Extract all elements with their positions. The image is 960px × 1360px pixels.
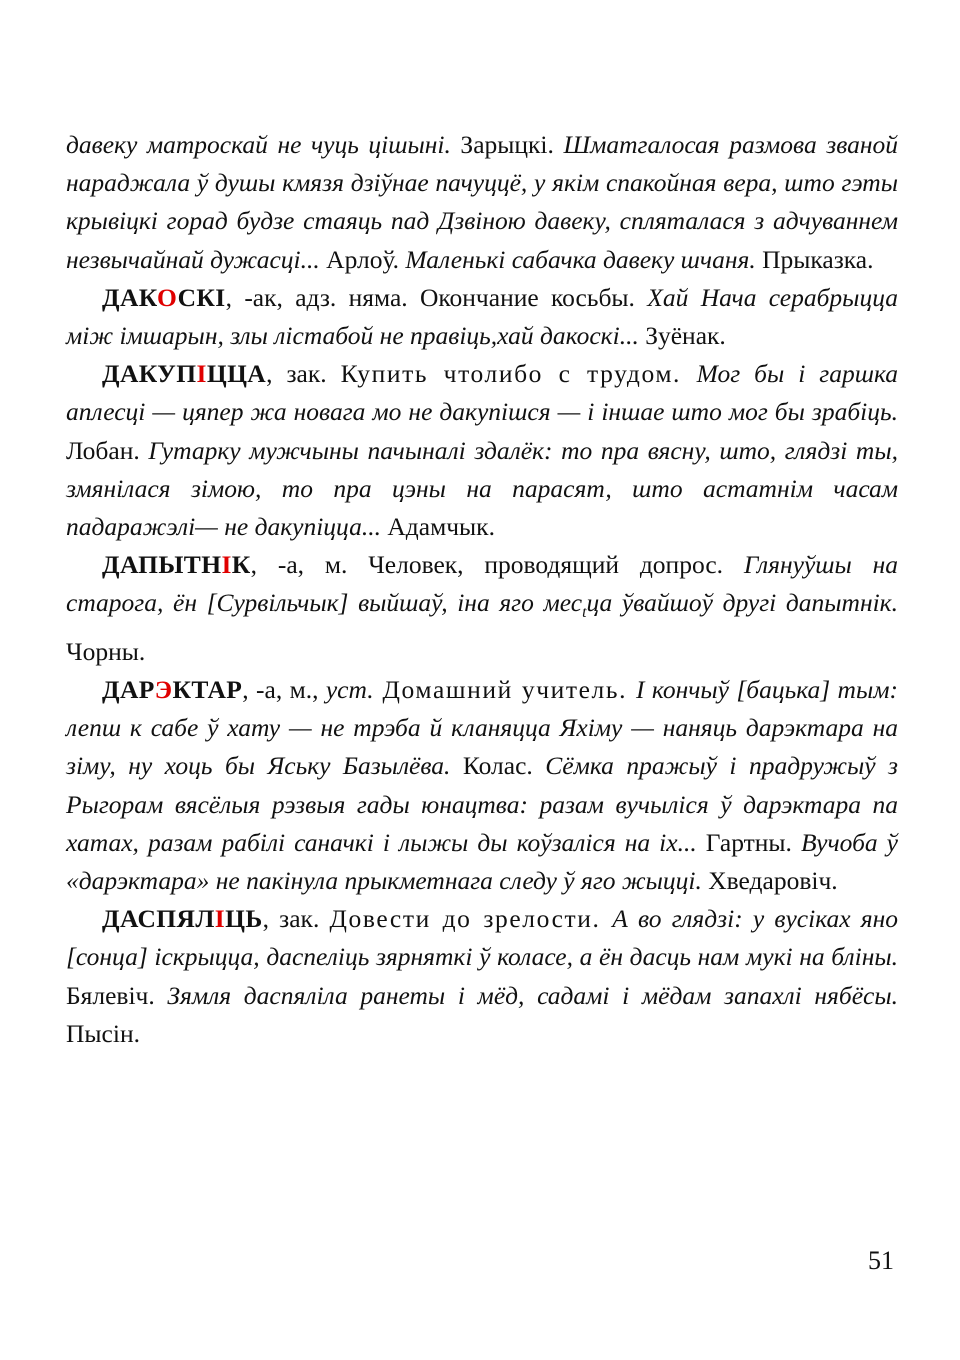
- paragraph-continuation: [66, 126, 898, 279]
- citation-source: Лобан.: [66, 435, 149, 465]
- definition-text: Домашний учитель.: [373, 674, 637, 704]
- dictionary-entry-dapytnik: [66, 546, 898, 671]
- headword-part-before: ДАПЫТН: [102, 550, 222, 580]
- dictionary-entry-darektar: [66, 671, 898, 900]
- headword-part-before: ДАР: [102, 674, 155, 704]
- citation-source: Бялевіч.: [66, 980, 168, 1010]
- citation-source: Гартны.: [696, 827, 801, 857]
- citation-text-part2: ца ўвайшоў другі дапытнік.: [586, 588, 898, 618]
- citation-text: Вучоба ў «дарэктара» не пакінула прыкметнага следу ў яго жыцці.: [66, 827, 899, 895]
- dictionary-entry-dakoski: [66, 279, 898, 355]
- stressed-vowel: І: [214, 904, 226, 934]
- dictionary-entry-dakupicca: [66, 355, 898, 546]
- page-number: 51: [868, 1246, 894, 1275]
- headword-part-after: ЦЦА: [206, 359, 267, 389]
- headword: [102, 550, 251, 579]
- headword-part-before: ДАКУП: [102, 359, 197, 389]
- headword-part-after: КТАР: [172, 674, 243, 704]
- grammar-label: , зак.: [262, 904, 330, 934]
- headword-part-after: ЦЬ: [225, 904, 263, 934]
- stressed-vowel: І: [221, 550, 232, 580]
- citation-source: Пысін.: [66, 1018, 140, 1048]
- citation-subscript: t: [582, 604, 587, 622]
- citation-source: Чорны.: [66, 636, 146, 666]
- citation-source: Хведаровіч.: [701, 865, 838, 895]
- headword: [102, 675, 242, 704]
- headword: [102, 283, 226, 312]
- citation-source: Адамчык.: [381, 512, 495, 542]
- stressed-vowel: Э: [154, 674, 173, 704]
- citation-text: Гутарку мужчыны пачыналі здалёк: то пра вясну, што, глядзі ты, змянілася зімою, то пра цэны на парасят, што астатнім часам падаражэлі— не дакупіцца...: [66, 435, 898, 542]
- headword-part-before: ДАСПЯЛ: [102, 904, 215, 934]
- citation-text: Маленькі сабачка давеку шчаня.: [405, 244, 756, 274]
- headword-part-after: К: [231, 550, 251, 580]
- citation-source: Прыказка.: [755, 244, 874, 274]
- definition-text: Довести до зрелости.: [329, 904, 613, 934]
- stressed-vowel: О: [157, 282, 178, 312]
- grammar-label: , зак.: [266, 359, 341, 389]
- headword: [102, 904, 263, 933]
- headword: [102, 359, 266, 388]
- citation-text: Зямля даспяліла ранеты і мёд, садамі і мёдам запахлі нябёсы.: [167, 980, 898, 1010]
- citation-text: давеку матроскай не чуць цішыні.: [66, 130, 451, 159]
- definition-text: Окончание косьбы.: [420, 282, 648, 312]
- citation-source: Колас.: [450, 751, 546, 781]
- text-column: [66, 126, 898, 1053]
- citation-text-part1: Глянуўшы на старога, ён [Сурвільчык] выйшаў, іна яго мес: [66, 550, 899, 618]
- grammar-label: , -а, м.: [250, 550, 369, 580]
- citation-text: Шматгалосая размова званой нараджала ў душы кмязя дзіўнае пачуццё, у якім спакойная вера, што гэты крывіцкі горад будзе стаяць пад Дзвіною давеку, сплятал: [66, 130, 898, 236]
- citation-text: А во глядзі: у вусіках яно [сонца] іскрыцца, даспеліць зярняткі ў коласе, а ён дасць нам мукі на бліны.: [66, 904, 899, 972]
- citation-source: Зуёнак.: [638, 321, 726, 351]
- citation-text: Мог бы і гаршка аплесці — цяпер жа новага мо не дакупішся — і іншае што мог бы зрабіць.: [66, 359, 898, 427]
- citation-text: Хай Нача серабрыцца між імшарын, злы лістабой не правіць,хай дакоскі...: [66, 282, 898, 351]
- grammar-label: , -ак, адз. няма.: [225, 282, 421, 312]
- dictionary-entry-daspialic: [66, 900, 898, 1053]
- citation-source: Арлоў.: [319, 244, 406, 274]
- grammar-label-italic: уст.: [325, 674, 374, 704]
- stressed-vowel: І: [196, 359, 207, 389]
- citation-text: Сёмка пражыў і прадружыў з Рыгорам вясёлыя рэзвыя гады юнацтва: разам вучыліся ў дарэктара па хатах, разам рабілі саначкі і лыжы ды коўзаліся на іх...: [66, 751, 898, 857]
- citation-text-cont: ася з адчуваннем незвычайнай дужасці...: [66, 206, 899, 274]
- definition-text: Человек, проводящий допрос.: [368, 550, 744, 580]
- grammar-label: , -а, м.,: [242, 674, 326, 704]
- headword-part-before: ДАК: [102, 282, 158, 312]
- citation-text: І кончыў [бацька] тым: лепш к сабе ў хату — не трэба й кланяцца Яхіму — наняць дарэктара на зіму, ну хоць бы Яську Базылёва.: [66, 674, 899, 781]
- headword-part-after: СКІ: [177, 282, 226, 312]
- citation-source: Зарыцкі.: [450, 130, 564, 159]
- definition-text: Купить чтолибо с трудом.: [340, 359, 697, 389]
